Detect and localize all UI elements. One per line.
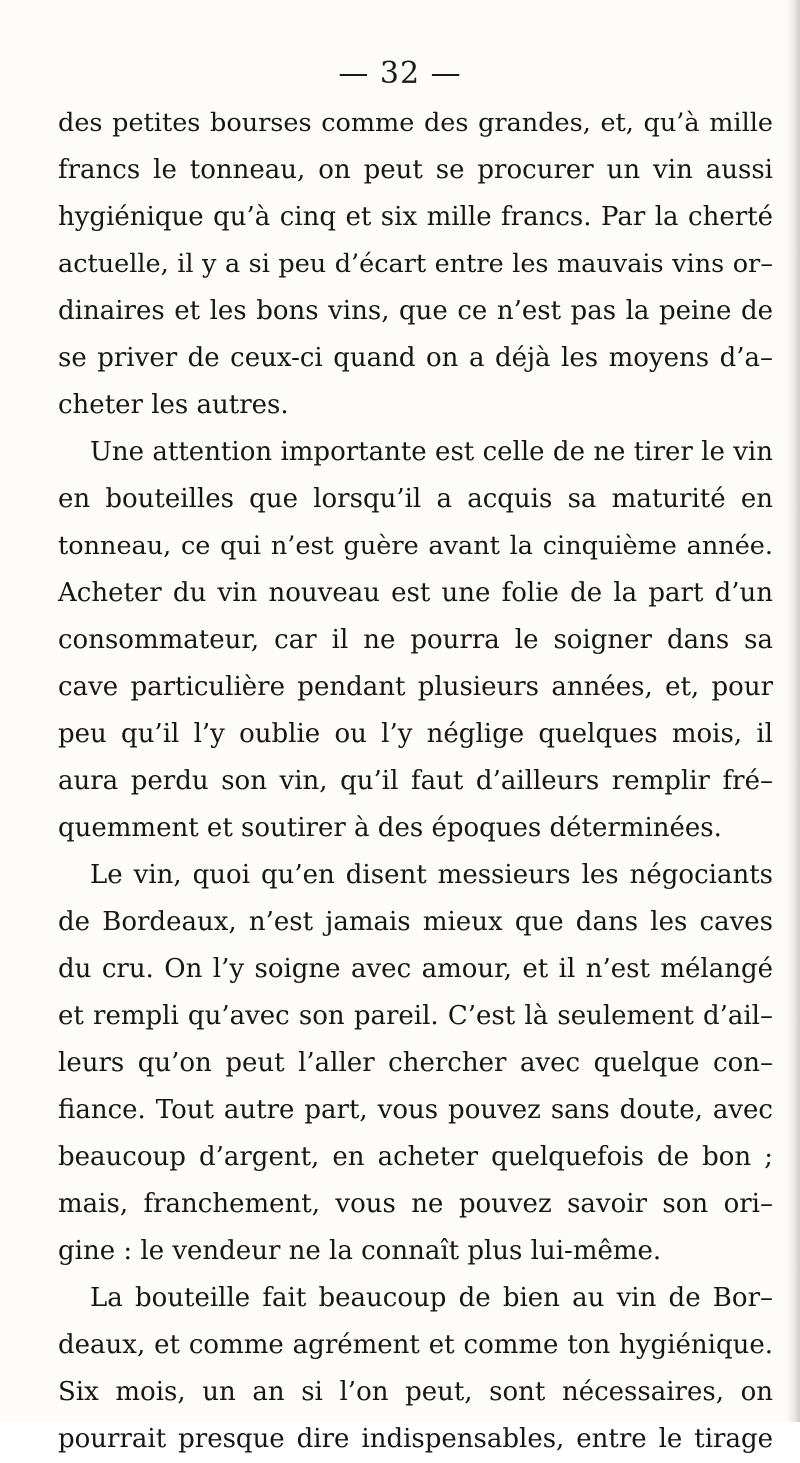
text-line: et rempli qu’avec son pareil. C’est là seulement d’ail– [58,1001,773,1031]
text-line: consommateur, car il ne pourra le soigner dans sa [58,625,773,655]
text-line: pourrait presque dire indispensables, entre le tirage [58,1424,773,1454]
text-line: fiance. Tout autre part, vous pouvez sans doute, avec [58,1095,773,1125]
text-line: Une attention importante est celle de ne tirer le vin [90,437,773,467]
text-line: mais, franchement, vous ne pouvez savoir son ori– [58,1189,773,1219]
page-number: — 32 — [338,56,462,91]
text-line: de Bordeaux, n’est jamais mieux que dans les caves [58,907,773,937]
text-line: se priver de ceux-ci quand on a déjà les moyens d’a– [58,343,773,373]
text-line: des petites bourses comme des grandes, et, qu’à mille [58,108,773,138]
text-line: aura perdu son vin, qu’il faut d’ailleurs remplir fré– [58,766,773,796]
text-line: Six mois, un an si l’on peut, sont nécessaires, on [58,1377,773,1407]
text-line: peu qu’il l’y oublie ou l’y néglige quelques mois, il [58,719,773,749]
text-line: gine : le vendeur ne la connaît plus lui-même. [58,1236,662,1266]
body-text [58,100,773,1463]
text-line: dinaires et les bons vins, que ce n’est pas la peine de [58,296,773,326]
text-line: tonneau, ce qui n’est guère avant la cinquième année. [58,531,773,561]
text-line: La bouteille fait beaucoup de bien au vin de Bor– [90,1283,773,1313]
text-line: en bouteilles que lorsqu’il a acquis sa maturité en [58,484,773,514]
text-line: deaux, et comme agrément et comme ton hygiénique. [58,1330,773,1360]
text-line: quemment et soutirer à des époques déterminées. [58,813,722,843]
text-line: du cru. On l’y soigne avec amour, et il n’est mélangé [58,954,773,984]
text-line: francs le tonneau, on peut se procurer un vin aussi [58,155,773,185]
text-line: beaucoup d’argent, en acheter quelquefois de bon ; [58,1142,773,1172]
text-line: cave particulière pendant plusieurs années, et, pour [58,672,773,702]
text-line: cheter les autres. [58,390,289,420]
text-line: Acheter du vin nouveau est une folie de la part d’un [58,578,773,608]
text-line: leurs qu’on peut l’aller chercher avec quelque con– [58,1048,773,1078]
text-line: Le vin, quoi qu’en disent messieurs les négociants [90,860,773,890]
text-line: hygiénique qu’à cinq et six mille francs. Par la cherté [58,202,773,232]
page-edge-shadow [786,0,800,1422]
text-line: actuelle, il y a si peu d’écart entre les mauvais vins or– [58,249,773,279]
